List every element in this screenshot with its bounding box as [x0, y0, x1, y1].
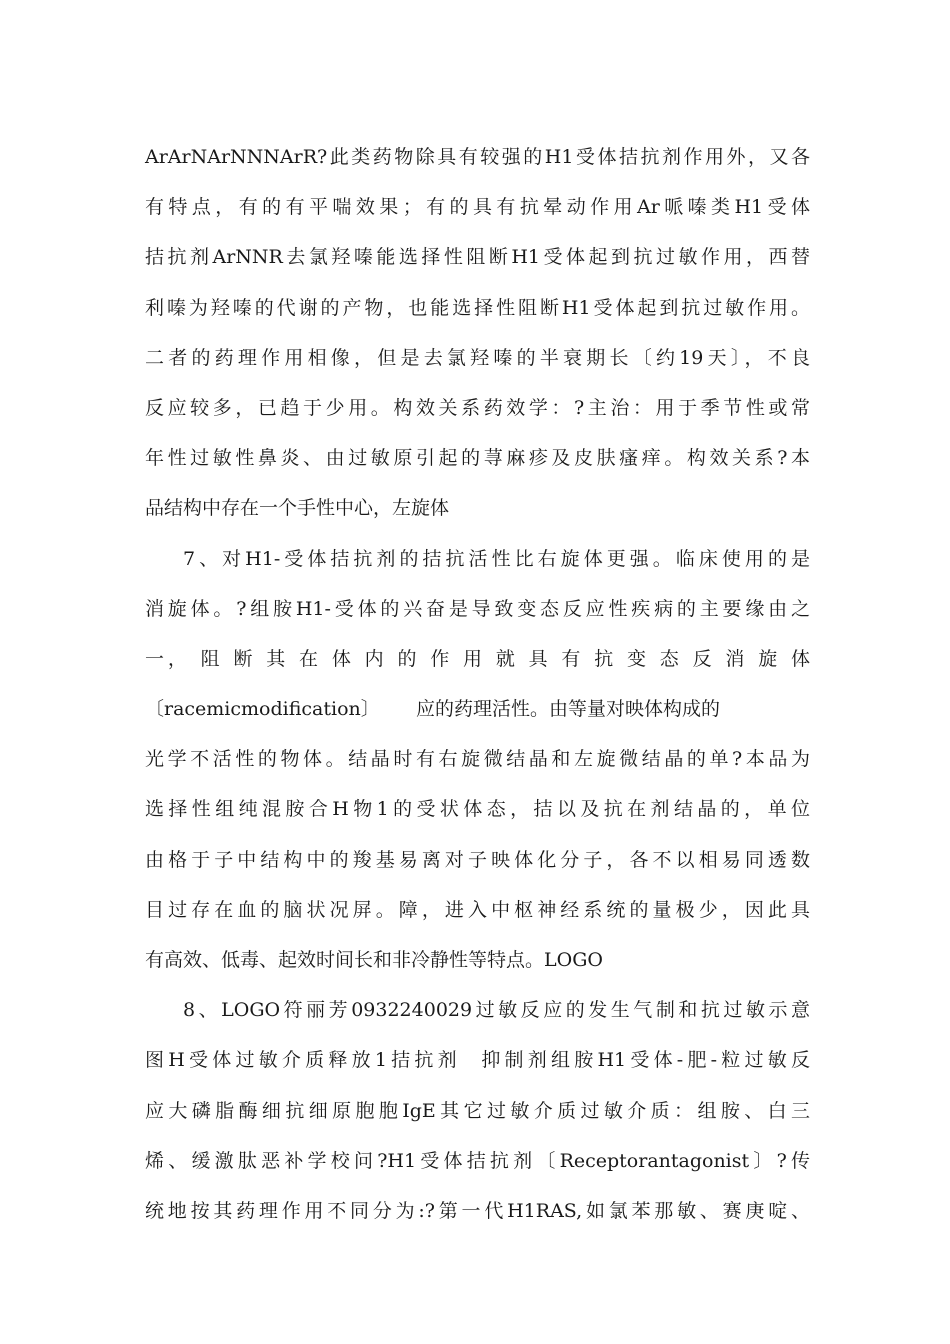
paragraph-start-line: 7、对H1-受体拮抗剂的拮抗活性比右旋体更强。临床使用的是: [183, 547, 810, 570]
text-line: 〔racemicmodification〕 应的药理活性。由等量对映体构成的: [145, 698, 720, 721]
text-line: 有高效、低毒、起效时间长和非冷静性等特点。LOGO: [145, 949, 603, 971]
text-line: ArArNArNNNArR?此类药物除具有较强的H1受体拮抗剂作用外，又各: [145, 146, 810, 168]
text-line: 拮抗剂ArNNR去氯羟嗪能选择性阻断H1受体起到抗过敏作用，西替: [145, 246, 810, 269]
text-line: 二者的药理作用相像，但是去氯羟嗪的半衰期长〔约19天〕，不良: [145, 346, 810, 369]
text-line: 目过存在血的脑状况屏。障，进入中枢神经系统的量极少，因此具: [145, 898, 810, 921]
text-line: 烯、缓激肽恶补学校问?H1受体拮抗剂〔Receptorantagonist〕?传: [145, 1149, 810, 1172]
text-line: 统地按其药理作用不同分为:?第一代H1RAS,如氯苯那敏、赛庚啶、: [145, 1199, 810, 1222]
text-line: 品结构中存在一个手性中心，左旋体: [145, 497, 450, 520]
paragraph-start-line: 8、LOGO符丽芳0932240029过敏反应的发生气制和抗过敏示意: [183, 999, 810, 1022]
text-line: 应大磷脂酶细抗细原胞胞IgE其它过敏介质过敏介质：组胺、白三: [145, 1099, 810, 1122]
text-line: 光学不活性的物体。结晶时有右旋微结晶和左旋微结晶的单?本品为: [145, 748, 810, 771]
text-line: 有特点，有的有平喘效果；有的具有抗晕动作用Ar哌嗪类H1受体: [145, 196, 810, 219]
text-line: 图H受体过敏介质释放1拮抗剂 抑制剂组胺H1受体-肥-粒过敏反: [145, 1049, 810, 1072]
text-line: 利嗪为羟嗪的代谢的产物，也能选择性阻断H1受体起到抗过敏作用。: [145, 296, 810, 319]
text-line: 消旋体。?组胺H1-受体的兴奋是导致变态反应性疾病的主要缘由之: [145, 597, 810, 620]
text-line: 由格于子中结构中的羧基易离对子映体化分子，各不以相易同透数: [145, 848, 810, 871]
document-page: [145, 132, 810, 1236]
text-line: 年性过敏性鼻炎、由过敏原引起的荨麻疹及皮肤瘙痒。构效关系?本: [145, 447, 810, 470]
text-line: 选择性组纯混胺合H物1的受状体态，拮以及抗在剂结晶的，单位: [145, 798, 810, 821]
text-line: 反应较多，已趋于少用。构效关系药效学：?主治：用于季节性或常: [145, 396, 810, 419]
text-line: 一， 阻 断 其 在 体 内 的 作 用 就 具 有 抗 变 态 反 消 旋 体: [145, 647, 810, 670]
